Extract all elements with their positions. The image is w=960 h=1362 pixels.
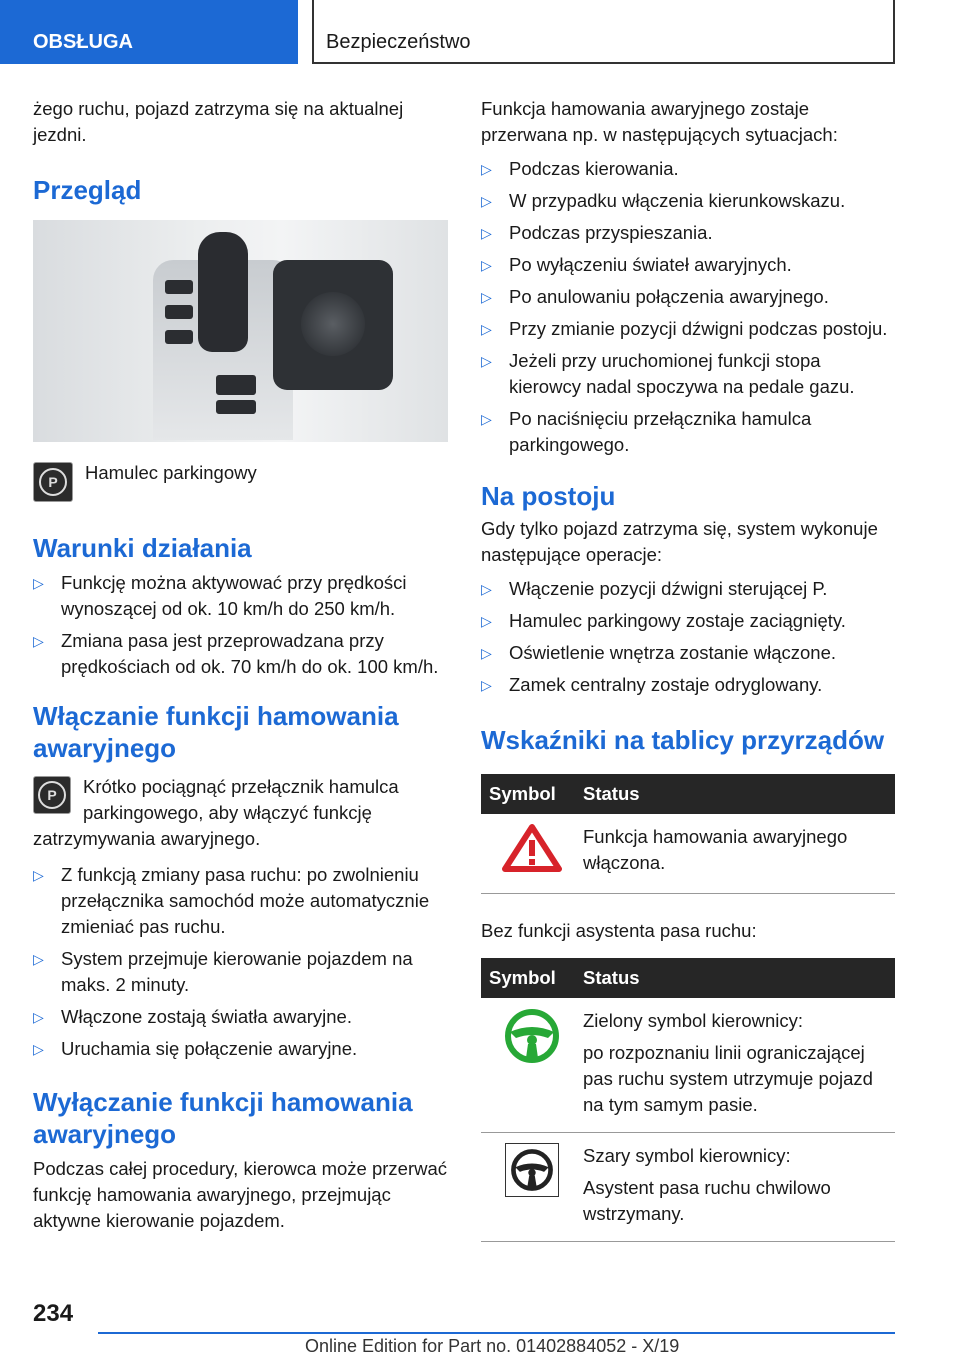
triangle-bullet-icon: ▷ — [33, 1009, 44, 1025]
green-steering-wheel-icon — [504, 1008, 560, 1064]
indicator-table-1 — [481, 774, 895, 894]
triangle-bullet-icon: ▷ — [481, 411, 492, 427]
triangle-bullet-icon: ▷ — [481, 257, 492, 273]
activation-heading: Włączanie funkcji hamowania awaryjnego — [33, 701, 399, 763]
steering-wheel-glyph — [506, 1144, 558, 1196]
parking-brake-switch — [216, 375, 256, 395]
list-item: ▷ System przejmuje kierowanie pojazdem na maks. 2 minuty. — [33, 948, 413, 995]
gray-steering-wheel-icon — [505, 1143, 559, 1197]
gear-selector — [198, 232, 248, 352]
triangle-bullet-icon: ▷ — [481, 289, 492, 305]
topic-tab: Bezpieczeństwo — [312, 0, 895, 64]
section-tab: OBSŁUGA — [0, 0, 298, 64]
status-text: Funkcja hamowania awaryjnego włączona. — [583, 814, 895, 894]
conditions-heading: Warunki działania — [33, 533, 252, 563]
triangle-bullet-icon: ▷ — [481, 677, 492, 693]
deactivation-text: Podczas całej procedury, kierowca może przerwać funkcję hamowania awaryjnego, przejmując aktywne kierowanie pojazdem. — [33, 1158, 448, 1231]
parking-brake-icon: P — [33, 462, 73, 502]
photo-caption: Hamulec parkingowy — [85, 462, 257, 483]
list-item: ▷ Jeżeli przy uruchomionej funkcji stopa kierowcy nadal spoczywa na pedale gazu. — [481, 350, 855, 397]
standstill-text: Gdy tylko pojazd zatrzyma się, system wykonuje następujące operacje: — [481, 518, 878, 565]
list-item: ▷ Funkcję można aktywować przy prędkości wynoszącej od ok. 10 km/h do 250 km/h. — [33, 572, 407, 619]
activation-text: Krótko pociągnąć przełącznik hamulca parkingowego, aby włączyć funkcję zatrzymywania awaryjnego. — [33, 776, 399, 849]
console-switch — [165, 280, 193, 294]
list-item: ▷ Zmiana pasa jest przeprowadzana przy prędkościach od ok. 70 km/h do ok. 100 km/h. — [33, 630, 439, 677]
triangle-bullet-icon: ▷ — [481, 581, 492, 597]
list-item: ▷ Po naciśnięciu przełącznika hamulca parkingowego. — [481, 408, 812, 455]
conditions-list — [33, 570, 448, 680]
triangle-bullet-icon: ▷ — [481, 645, 492, 661]
column-header-symbol: Symbol — [481, 774, 583, 814]
list-item: ▷ Podczas kierowania. — [481, 156, 895, 182]
auto-hold-switch — [216, 400, 256, 414]
no-lane-text: Bez funkcji asystenta pasa ruchu: — [481, 920, 757, 941]
page-number: 234 — [33, 1300, 74, 1327]
page-footer — [0, 1300, 960, 1362]
list-item: ▷ Po wyłączeniu świateł awaryjnych. — [481, 252, 895, 278]
column-header-symbol: Symbol — [481, 958, 583, 998]
intro-text: żego ruchu, pojazd zatrzyma się na aktualnej jezdni. — [33, 98, 404, 145]
list-item: ▷ Z funkcją zmiany pasa ruchu: po zwolnieniu przełącznika samochód może automatycznie zmieniać pas ruchu. — [33, 864, 430, 937]
triangle-bullet-icon: ▷ — [33, 575, 44, 591]
warning-triangle-icon — [502, 824, 562, 872]
parking-brake-photo — [33, 220, 448, 442]
status-title: Zielony symbol kierownicy: — [583, 1010, 804, 1031]
interrupt-text: Funkcja hamowania awaryjnego zostaje przerwana np. w następujących sytuacjach: — [481, 98, 838, 145]
status-text: Asystent pasa ruchu chwilowo wstrzymany. — [583, 1177, 831, 1224]
list-item: ▷ Zamek centralny zostaje odryglowany. — [481, 672, 895, 698]
photo-caption-row — [33, 460, 448, 506]
table-row — [481, 1133, 895, 1242]
triangle-bullet-icon: ▷ — [481, 225, 492, 241]
console-switch — [165, 305, 193, 319]
status-text: po rozpoznaniu linii ograniczającej pas ruchu system utrzymuje pojazd na tym samym pasie. — [583, 1042, 873, 1115]
column-header-status: Status — [583, 774, 895, 814]
triangle-bullet-icon: ▷ — [481, 321, 492, 337]
left-column — [33, 96, 448, 1234]
list-item: ▷ Oświetlenie wnętrza zostanie włączone. — [481, 640, 895, 666]
status-title: Szary symbol kierownicy: — [583, 1145, 791, 1166]
triangle-bullet-icon: ▷ — [33, 951, 44, 967]
indicators-heading: Wskaźniki na tablicy przyrządów — [481, 725, 885, 755]
list-item: ▷ Uruchamia się połączenie awaryjne. — [33, 1036, 448, 1062]
edition-text: Online Edition for Part no. 01402884052 - X/19 — [305, 1336, 680, 1356]
list-item: ▷ Podczas przyspieszania. — [481, 220, 895, 246]
triangle-bullet-icon: ▷ — [481, 613, 492, 629]
idrive-knob — [301, 292, 365, 356]
triangle-bullet-icon: ▷ — [33, 633, 44, 649]
list-item: ▷ Włączenie pozycji dźwigni sterującej P. — [481, 576, 895, 602]
triangle-bullet-icon: ▷ — [33, 1041, 44, 1057]
table-row — [481, 814, 895, 894]
triangle-bullet-icon: ▷ — [33, 867, 44, 883]
list-item: ▷ Hamulec parkingowy zostaje zaciągnięty. — [481, 608, 895, 634]
page-header — [0, 0, 960, 66]
activation-text-block — [33, 774, 448, 852]
table-row — [481, 998, 895, 1133]
list-item: ▷ Włączone zostają światła awaryjne. — [33, 1004, 448, 1030]
overview-heading: Przegląd — [33, 175, 142, 205]
indicator-table-2 — [481, 958, 895, 1242]
standstill-list — [481, 576, 895, 698]
triangle-bullet-icon: ▷ — [481, 353, 492, 369]
right-column — [481, 96, 895, 1242]
footer-divider — [98, 1332, 895, 1334]
standstill-heading: Na postoju — [481, 481, 616, 511]
interrupt-list — [481, 156, 895, 458]
triangle-bullet-icon: ▷ — [481, 193, 492, 209]
column-header-status: Status — [583, 958, 895, 998]
list-item: ▷ W przypadku włączenia kierunkowskazu. — [481, 188, 895, 214]
activation-list — [33, 862, 448, 1062]
list-item: ▷ Przy zmianie pozycji dźwigni podczas postoju. — [481, 316, 895, 342]
triangle-bullet-icon: ▷ — [481, 161, 492, 177]
list-item: ▷ Po anulowaniu połączenia awaryjnego. — [481, 284, 895, 310]
deactivation-heading: Wyłączanie funkcji hamowania awaryjnego — [33, 1087, 413, 1149]
parking-brake-icon: P — [33, 776, 71, 814]
console-switch — [165, 330, 193, 344]
